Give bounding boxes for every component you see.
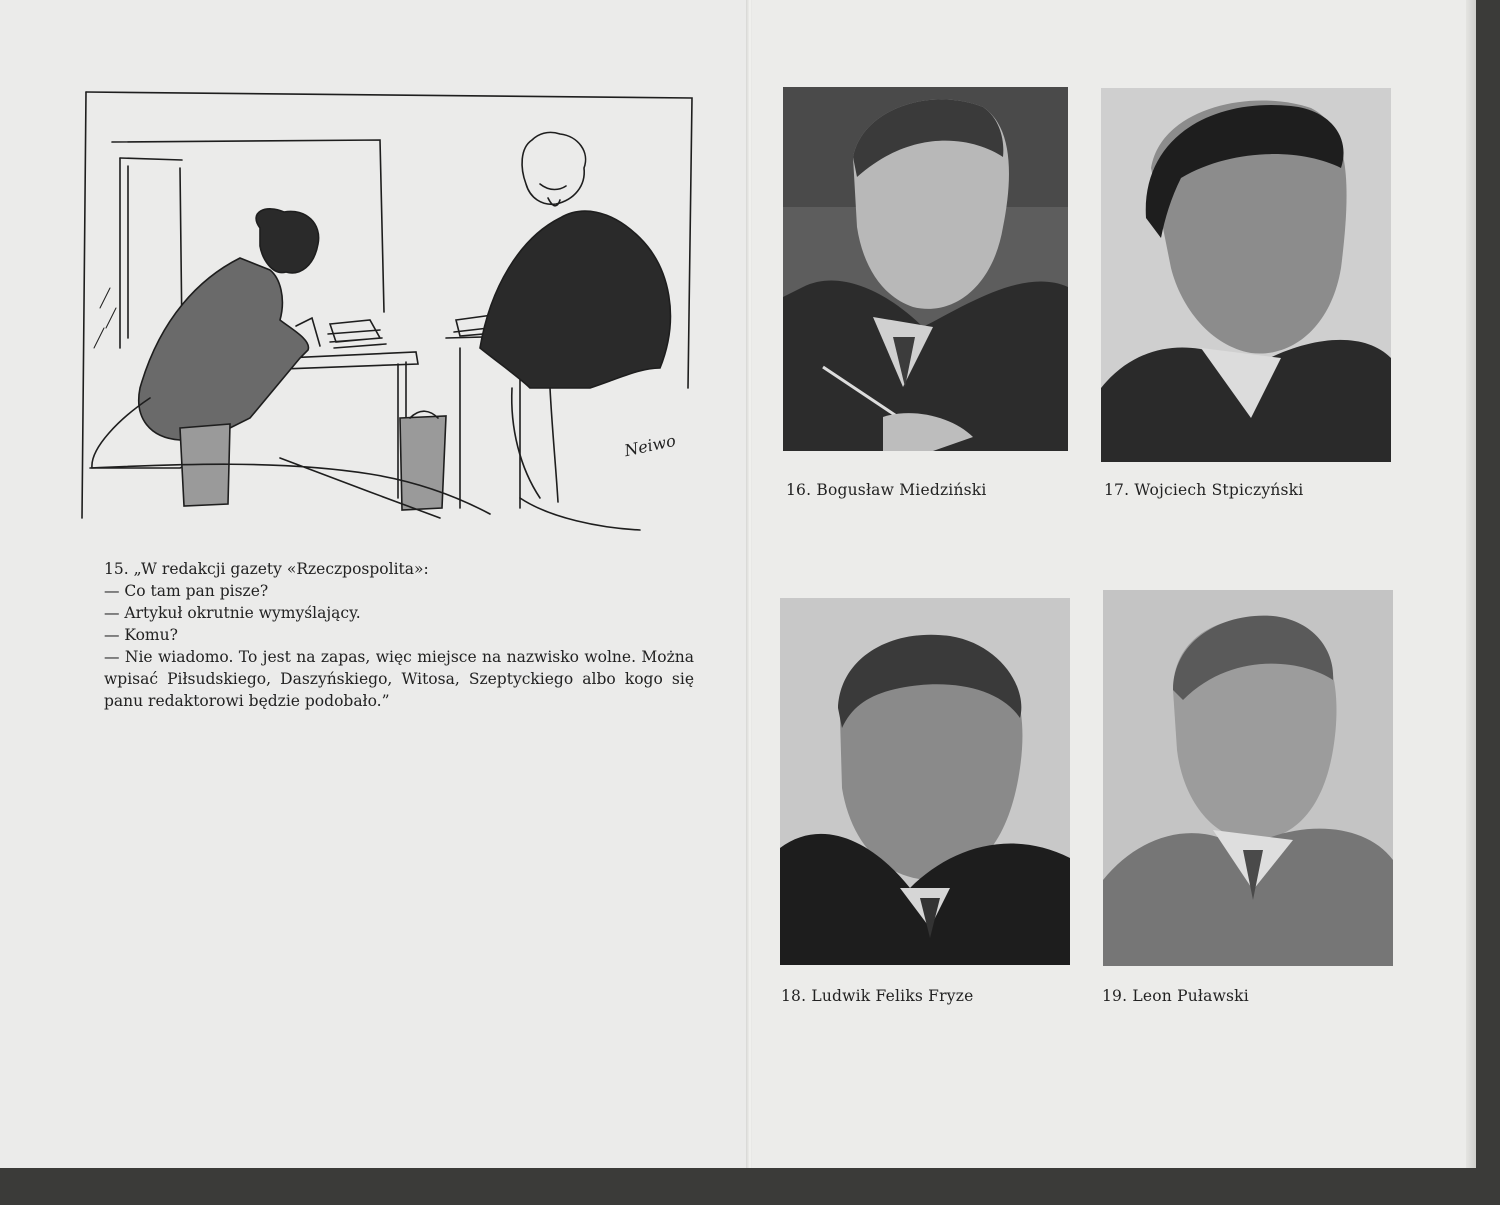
photo-17-portrait xyxy=(1101,88,1391,462)
cartoon-illustration xyxy=(80,88,700,538)
caption-line: — Co tam pan pisze? xyxy=(104,582,269,600)
artist-signature: Neiwo xyxy=(622,430,678,461)
caption-line: 15. „W redakcji gazety «Rzeczpospolita»: xyxy=(104,560,429,578)
photo-19-caption: 19. Leon Puławski xyxy=(1102,987,1249,1005)
photo-16-caption: 16. Bogusław Miedziński xyxy=(786,481,987,499)
page-edge xyxy=(1466,0,1476,1168)
caption-15 xyxy=(104,558,694,712)
scan-background xyxy=(0,1168,1500,1205)
photo-19-portrait xyxy=(1103,590,1393,966)
caption-line: — Artykuł okrutnie wymyślający. xyxy=(104,604,361,622)
photo-17-caption: 17. Wojciech Stpiczyński xyxy=(1104,481,1304,499)
caption-paragraph: — Nie wiadomo. To jest na zapas, więc miejsce na nazwisko wolne. Można wpisać Piłsudskiego, Daszyńskiego, Witosa, Szeptyckiego albo kogo się panu redaktorowi będzie podobało.” xyxy=(104,648,694,710)
left-page xyxy=(0,0,748,1168)
photo-18-portrait xyxy=(780,598,1070,965)
photo-16-portrait xyxy=(783,87,1068,451)
caption-line: — Komu? xyxy=(104,626,178,644)
photo-18-caption: 18. Ludwik Feliks Fryze xyxy=(781,987,974,1005)
